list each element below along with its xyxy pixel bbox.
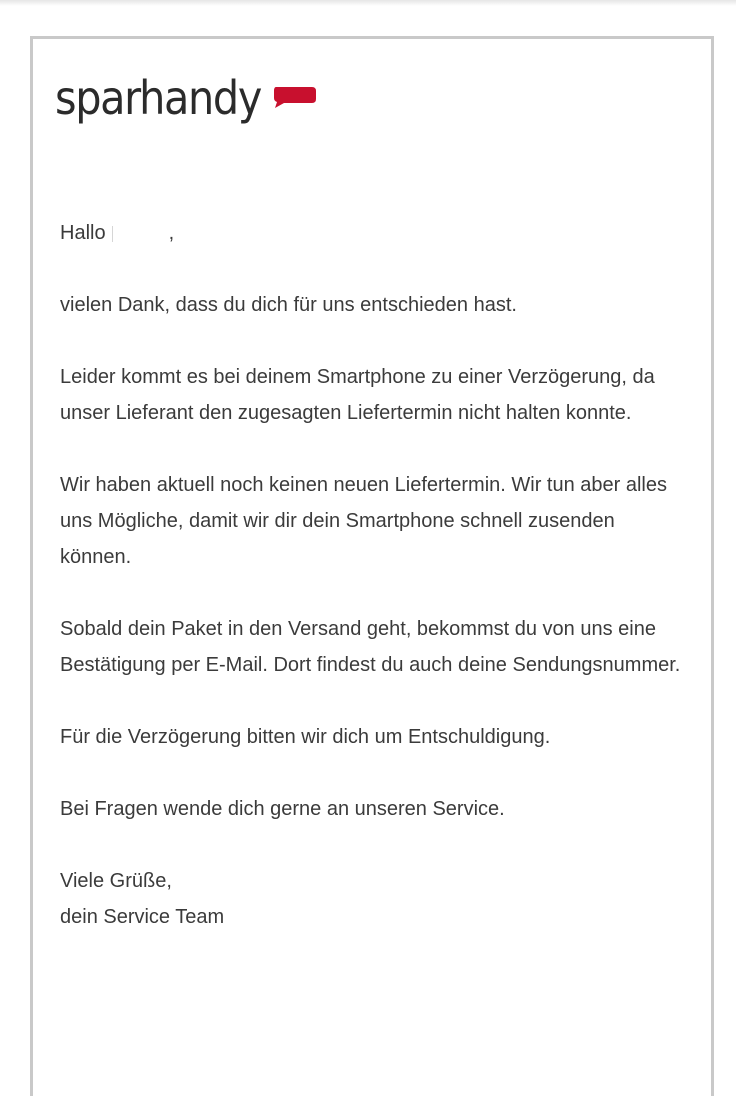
paragraph-thanks: vielen Dank, dass du dich für uns entschieden hast. bbox=[60, 294, 517, 316]
signoff bbox=[60, 863, 690, 935]
email-body bbox=[60, 215, 690, 971]
email-card bbox=[30, 36, 714, 1096]
top-shadow bbox=[0, 0, 736, 6]
paragraph-apology: Für die Verzögerung bitten wir dich um Entschuldigung. bbox=[60, 726, 551, 748]
sparhandy-logo[interactable] bbox=[55, 71, 318, 125]
paragraph-delay: Leider kommt es bei deinem Smartphone zu einer Verzögerung, da unser Lieferant den zugesagten Liefertermin nicht halten konnte. bbox=[60, 366, 655, 424]
greeting-line bbox=[60, 215, 690, 251]
paragraph-shipping: Sobald dein Paket in den Versand geht, bekommst du von uns eine Bestätigung per E-Mail. Dort findest du auch deine Sendungsnummer. bbox=[60, 618, 681, 676]
paragraph-no-date: Wir haben aktuell noch keinen neuen Liefertermin. Wir tun aber alles uns Mögliche, damit wir dir dein Smartphone schnell zusenden können. bbox=[60, 474, 667, 568]
paragraph-service: Bei Fragen wende dich gerne an unseren Service. bbox=[60, 798, 505, 820]
greeting-comma: , bbox=[168, 222, 175, 244]
logo-wordmark: sparhandy bbox=[55, 71, 262, 125]
greeting-word: Hallo bbox=[60, 222, 106, 244]
speech-bubble-icon bbox=[272, 85, 318, 109]
redacted-name bbox=[112, 226, 169, 242]
closing-line: Viele Grüße, bbox=[60, 870, 172, 892]
signature-line: dein Service Team bbox=[60, 906, 225, 928]
